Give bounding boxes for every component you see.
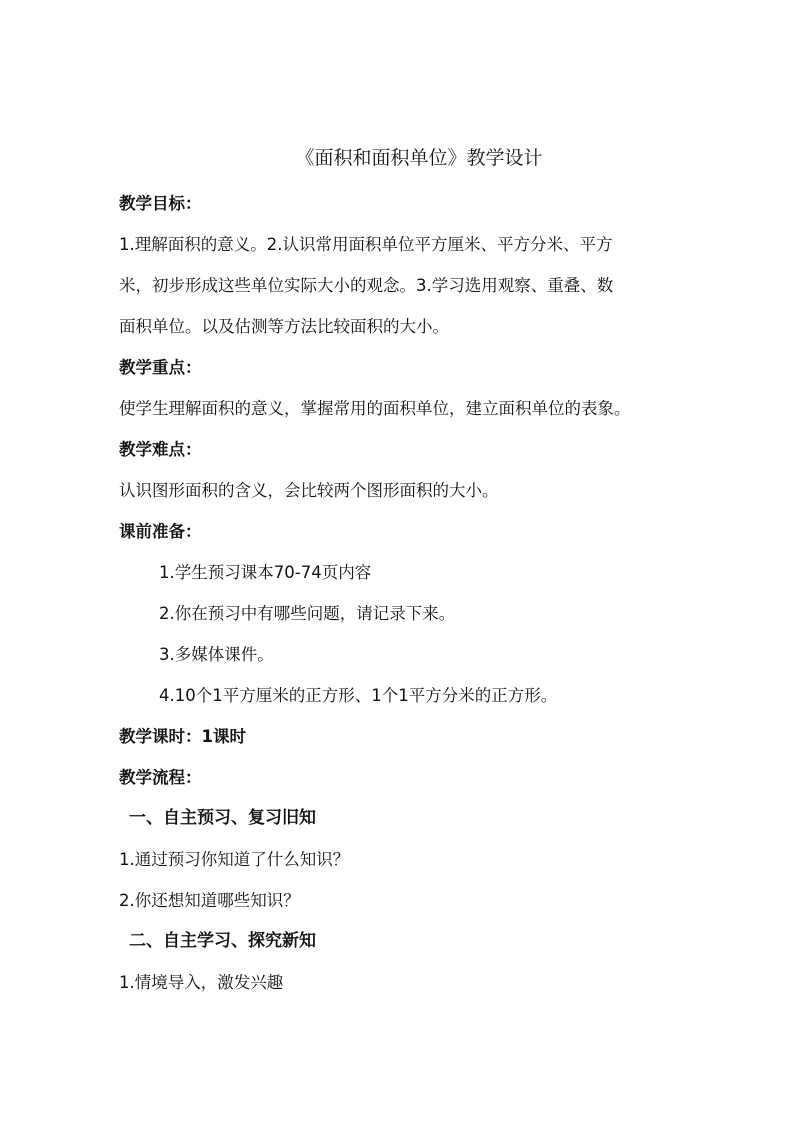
step1-item-2: 2.你还想知道哪些知识？ [119, 891, 300, 910]
step2-item-1: 1.情境导入，激发兴趣 [119, 973, 284, 992]
hours-text: 教学课时：1课时 [119, 727, 246, 746]
goal-line-3: 面积单位。以及估测等方法比较面积的大小。 [119, 317, 449, 336]
goal-paragraph [119, 232, 679, 339]
step2-heading: 二、自主学习、探究新知 [129, 931, 316, 951]
prep-item-3: 3.多媒体课件。 [159, 645, 274, 664]
flow-heading: 教学流程： [119, 768, 202, 787]
document-body [119, 143, 679, 1011]
step1-item-1: 1.通过预习你知道了什么知识？ [119, 850, 350, 869]
document-title: 《面积和面积单位》教学设计 [295, 147, 543, 169]
goal-heading: 教学目标： [119, 194, 202, 213]
goal-line-2: 米，初步形成这些单位实际大小的观念。3.学习选用观察、重叠、数 [119, 276, 614, 295]
prep-item-2: 2.你在预习中有哪些问题，请记录下来。 [159, 604, 456, 623]
difficulty-text: 认识图形面积的含义，会比较两个图形面积的大小。 [119, 481, 499, 500]
prep-item-4: 4.10个1平方厘米的正方形、1个1平方分米的正方形。 [159, 686, 558, 705]
difficulty-heading: 教学难点： [119, 440, 202, 459]
prep-item-1: 1.学生预习课本70-74页内容 [159, 563, 372, 582]
prep-heading: 课前准备： [119, 522, 202, 541]
key-text: 使学生理解面积的意义，掌握常用的面积单位，建立面积单位的表象。 [119, 399, 631, 418]
goal-line-1: 1.理解面积的意义。2.认识常用面积单位平方厘米、平方分米、平方 [119, 235, 613, 254]
step1-heading: 一、自主预习、复习旧知 [129, 808, 316, 828]
key-heading: 教学重点： [119, 358, 202, 377]
